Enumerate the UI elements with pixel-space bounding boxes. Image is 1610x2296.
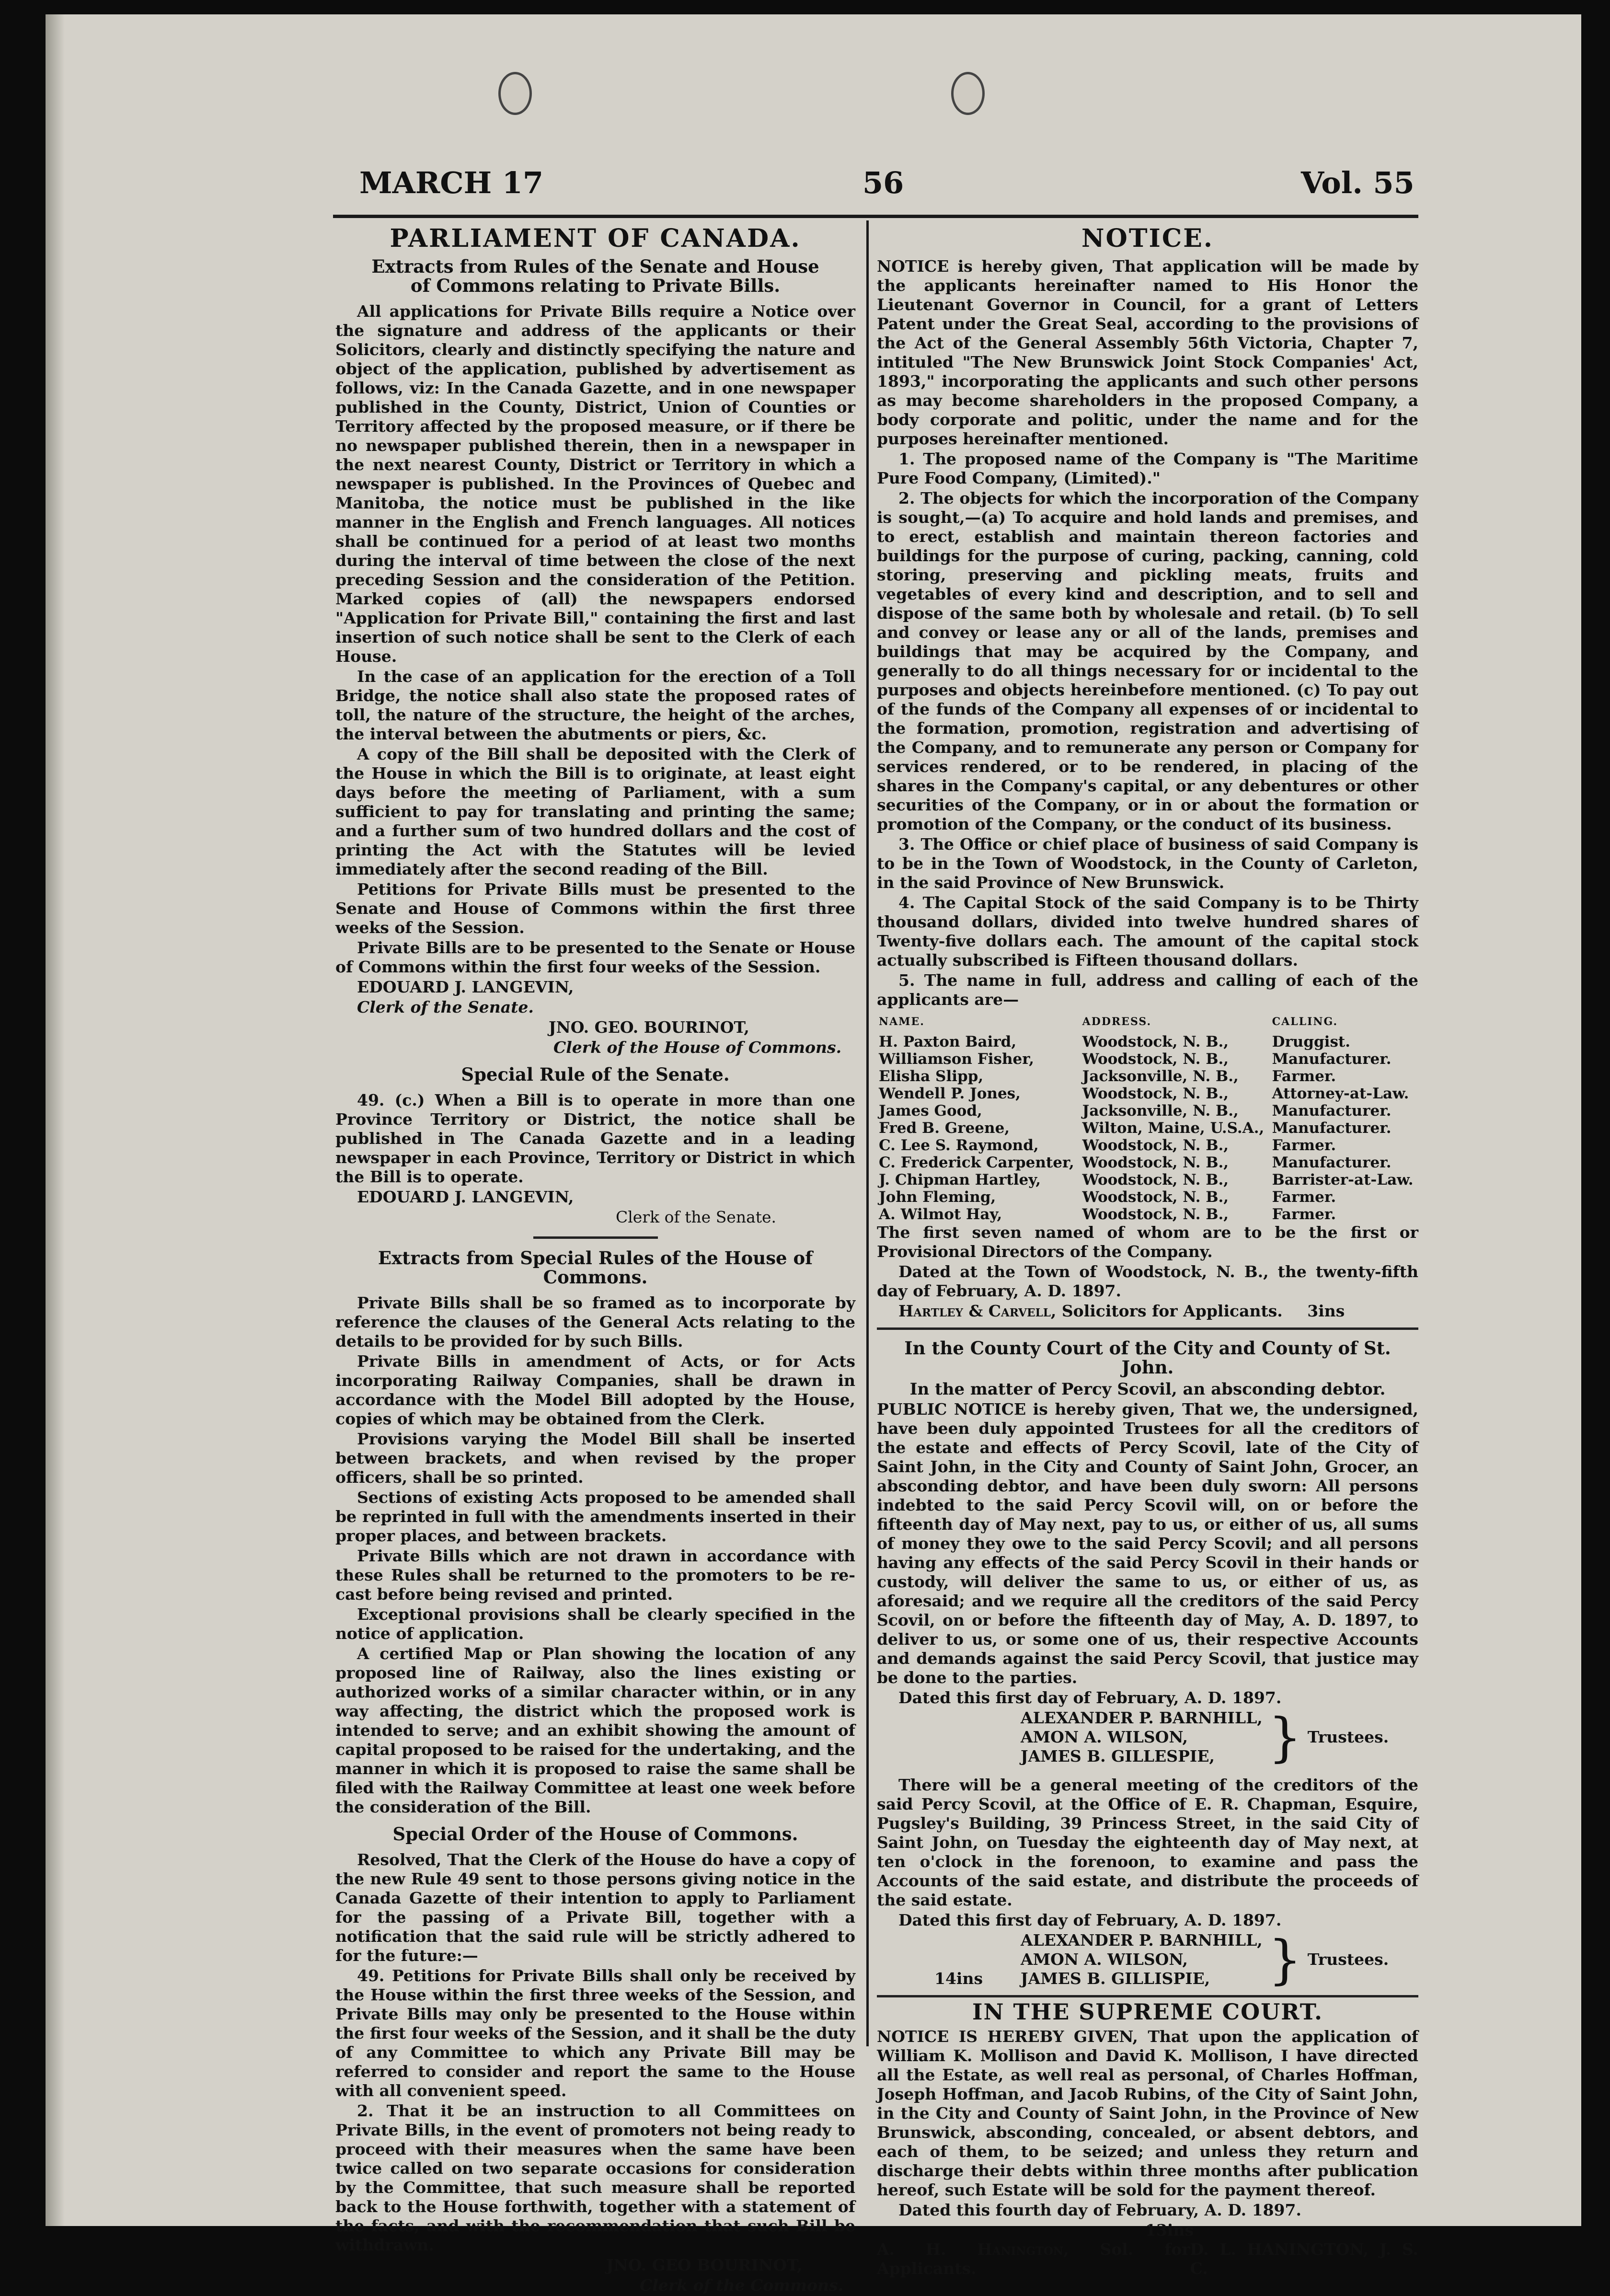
- judge-signature: D. L. HANINGTON, J. S. C.: [1190, 2240, 1418, 2278]
- applicant-name: Williamson Fisher,: [879, 1050, 1035, 1068]
- rule-paragraph: Private Bills in amendment of Acts, or for Acts incorporating Railway Companies, shall be drawn in accordance with the Model Bill adopted by the House, copies of which may be obtained from the Clerk.: [335, 1352, 855, 1428]
- applicant-address: Jacksonville, N. B.,: [1082, 1102, 1239, 1119]
- trustees-label: Trustees.: [1307, 1950, 1389, 1969]
- rule-paragraph: A copy of the Bill shall be deposited with the Clerk of the House in which the Bill is to originate, at least eight days before the meeting of Parliament, with a sum sufficient to pay for translating and printing the same; and a further sum of two hundred dollars and the cost of printing the Act with the Statutes will be levied immediately after the second reading of the Bill.: [335, 745, 855, 878]
- senate-rules-heading: Extracts from Rules of the Senate and House of Commons relating to Private Bills.: [371, 256, 819, 296]
- header-rule: [333, 215, 1418, 218]
- rule-paragraph: Private Bills are to be presented to the Senate or House of Commons within the first four weeks of the Session.: [335, 938, 855, 976]
- table-header: NAME.: [879, 1015, 925, 1028]
- applicant-address: Woodstock, N. B.,: [1082, 1033, 1229, 1050]
- notice-paragraph: Dated at the Town of Woodstock, N. B., the twenty-fifth day of February, A. D. 1897.: [877, 1262, 1418, 1300]
- applicant-name: C. Lee S. Raymond,: [879, 1137, 1039, 1154]
- senate-special-rule-heading: Special Rule of the Senate.: [461, 1064, 730, 1085]
- applicant-address: Woodstock, N. B.,: [1082, 1085, 1229, 1102]
- header-page-number: 56: [862, 165, 904, 200]
- rule-paragraph: All applications for Private Bills require a Notice over the signature and address of the applicants or their Solicitors, clearly and distinctly specifying the nature and object of the application, published by advertisement as follows, viz: In the Canada Gazette, and in one newspaper published in the County, District, Union of Counties or Territory affected by the proposed measure, or if there be no newspaper published therein, then in a newspaper in the next nearest County, District or Territory in which a newspaper is published. In the Provinces of Quebec and Manitoba, the notice must be published in the like manner in the English and French languages. All notices shall be continued for a period of at least two months during the interval of time between the close of the next preceding Session and the consideration of the Petition. Marked copies of (all) the newspapers endorsed "Application for Private Bill," containing the first and last insertion of such notice shall be sent to the Clerk of each House.: [335, 302, 855, 666]
- rule-paragraph: 49. Petitions for Private Bills shall only be received by the House within the first three weeks of the Session, and Private Bills may only be presented to the House within the first four weeks of the Session, and it shall be the duty of any Committee to which any Private Bill may be referred to consider and report the same to the House with all convenient speed.: [335, 1966, 855, 2100]
- section-divider: [877, 1995, 1418, 1997]
- commons-rules-heading: Extracts from Special Rules of the House of Commons.: [378, 1247, 813, 1288]
- applicant-address: Jacksonville, N. B.,: [1082, 1068, 1239, 1085]
- supreme-court-title: IN THE SUPREME COURT.: [972, 1999, 1323, 2025]
- rule-paragraph: Resolved, That the Clerk of the House do have a copy of the new Rule 49 sent to those persons giving notice in the Canada Gazette of their intention to apply to Parliament for the passing of a Private Bill, together with a notification that the said rule will be strictly adhered to for the future:—: [335, 1850, 855, 1965]
- signature-name: EDOUARD J. LANGEVIN,: [357, 1188, 574, 1206]
- solicitor-judge-line: [877, 2240, 1418, 2278]
- table-row: [877, 1085, 1418, 1102]
- applicant-calling: Farmer.: [1272, 1137, 1336, 1154]
- applicant-name: J. Chipman Hartley,: [879, 1171, 1041, 1188]
- page-edge-shadow: [46, 14, 65, 2226]
- notice-paragraph: 2. The objects for which the incorporation of the Company is sought,—(a) To acquire and hold lands and premises, and to erect, establish and maintain thereon factories and buildings for the purpose of curing, packing, canning, cold storing, preserving and pickling meats, fruits and vegetables of every kind and description, and to sell and dispose of the same both by wholesale and retail. (b) To sell and convey or lease any or all of the lands, premises and buildings that may be acquired by the Company, and generally to do all things necessary for or incidental to the purposes and objects hereinbefore mentioned. (c) To pay out of the funds of the Company all expenses of or incidental to the formation, promotion, registration and advertising of the Company, and to remunerate any person or Company for services rendered, or to be rendered, in placing of the shares in the Company's capital, or any debentures or other securities of the Company, or in or about the formation or promotion of the Company, or the conduct of its business.: [877, 489, 1418, 833]
- trustee-name: JAMES B. GILLISPIE,: [1021, 1969, 1210, 1988]
- rule-paragraph: In the case of an application for the erection of a Toll Bridge, the notice shall also state the proposed rates of toll, the nature of the structure, the height of the arches, the interval between the abutments or piers, &c.: [335, 667, 855, 743]
- rule-paragraph: Exceptional provisions shall be clearly specified in the notice of application.: [335, 1605, 855, 1643]
- trustee-name: AMON A. WILSON,: [1021, 1728, 1188, 1746]
- right-column: [877, 225, 1418, 2278]
- insertion-count: 3ins: [1307, 1302, 1345, 1320]
- signature-title: Clerk of the House of Commons.: [553, 1038, 842, 1057]
- rule-paragraph: Provisions varying the Model Bill shall be inserted between brackets, and when revised by the proper officers, shall be so printed.: [335, 1430, 855, 1487]
- table-row: [877, 1102, 1418, 1119]
- county-notice-paragraph: Dated this first day of February, A. D. 1897.: [898, 1911, 1282, 1929]
- trustee-name: JAMES B. GILLESPIE,: [1021, 1747, 1215, 1765]
- applicant-name: James Good,: [879, 1102, 982, 1119]
- notice-paragraph: 5. The name in full, address and calling of each of the applicants are—: [877, 971, 1418, 1009]
- table-row: [877, 1137, 1418, 1154]
- applicant-calling: Barrister-at-Law.: [1272, 1171, 1414, 1188]
- column-divider: [866, 220, 869, 2046]
- table-row: [877, 1154, 1418, 1171]
- applicant-calling: Druggist.: [1272, 1033, 1351, 1050]
- header-volume: Vol. 55: [1301, 165, 1414, 200]
- table-row: [877, 1050, 1418, 1068]
- table-row: [877, 1033, 1418, 1050]
- signature-name: JNO. GEO. BOURINOT,: [549, 1018, 749, 1037]
- applicants-table: [877, 1010, 1418, 1223]
- binding-hole-right: [951, 72, 985, 115]
- applicant-address: Woodstock, N. B.,: [1082, 1137, 1229, 1154]
- county-court-subheading: In the matter of Percy Scovil, an absconding debtor.: [909, 1380, 1386, 1399]
- insertion-count: 13ins: [1145, 2221, 1194, 2239]
- trustees-block: [934, 1931, 1418, 1988]
- rule-paragraph: Private Bills shall be so framed as to incorporate by reference the clauses of the General Acts relating to the details to be provided for by such Bills.: [335, 1293, 855, 1350]
- applicant-calling: Manufacturer.: [1272, 1119, 1392, 1137]
- commons-order-heading: Special Order of the House of Commons.: [392, 1823, 798, 1845]
- rule-paragraph: 49. (c.) When a Bill is to operate in more than one Province Territory or District, the notice shall be published in The Canada Gazette and in a leading newspaper in each Province, Territory or District in which the Bill is to operate.: [335, 1091, 855, 1186]
- brace-icon: }: [1268, 1707, 1302, 1768]
- applicant-calling: Manufacturer.: [1272, 1050, 1392, 1068]
- applicant-calling: Farmer.: [1272, 1068, 1336, 1085]
- applicant-name: Elisha Slipp,: [879, 1068, 984, 1085]
- notice-paragraph: The first seven named of whom are to be the first or Provisional Directors of the Company.: [877, 1223, 1418, 1261]
- judge-signature-line: [1145, 2221, 1418, 2240]
- applicant-address: Woodstock, N. B.,: [1082, 1050, 1229, 1068]
- applicant-address: Woodstock, N. B.,: [1082, 1171, 1229, 1188]
- notice-paragraph: 4. The Capital Stock of the said Company is to be Thirty thousand dollars, divided into twelve hundred shares of Twenty-five dollars each. The amount of the capital stock actually subscribed is Fifteen thousand dollars.: [877, 893, 1418, 969]
- trustees-block: [1021, 1708, 1418, 1766]
- notice-paragraph: 1. The proposed name of the Company is "The Maritime Pure Food Company, (Limited).": [877, 450, 1418, 487]
- applicant-calling: Farmer.: [1272, 1188, 1336, 1206]
- rule-paragraph: A certified Map or Plan showing the location of any proposed line of Railway, also the lines existing or authorized works of a similar character within, or in any way affecting, the district which the proposed work is intended to serve; and an exhibit showing the amount of capital proposed to be raised for the undertaking, and the manner in which it is proposed to raise the same shall be filed with the Railway Committee at least one week before the consideration of the Bill.: [335, 1644, 855, 1816]
- applicant-name: A. Wilmot Hay,: [879, 1206, 1002, 1223]
- county-notice-paragraph: PUBLIC NOTICE is hereby given, That we, the undersigned, have been duly appointed Trustees for all the creditors of the estate and effects of Percy Scovil, late of the City of Saint John, in the City and County of Saint John, Grocer, an absconding debtor, and have been duly sworn: All persons indebted to the said Percy Scovil will, on or before the fifteenth day of May next, pay to us, or either of us, all sums of money they owe to the said Percy Scovil; and all persons having any effects of the said Percy Scovil in their hands or custody, will deliver the same to us, or either of us, as aforesaid; and we require all the creditors of the said Percy Scovil, on or before the fifteenth day of May, A. D. 1897, to deliver to us, or some one of us, their respective Accounts and demands against the said Percy Scovil, that justice may be done to the parties.: [877, 1400, 1418, 1687]
- trustee-name: AMON A. WILSON,: [1021, 1950, 1188, 1969]
- applicant-name: John Fleming,: [879, 1188, 996, 1206]
- county-notice-paragraph: There will be a general meeting of the creditors of the said Percy Scovil, at the Office of E. R. Chapman, Esquire, Pugsley's Building, 39 Princess Street, in the said City of Saint John, on Tuesday the eighteenth day of May next, at ten o'clock in the forenoon, to examine and pass the Accounts of the said estate, and distribute the proceeds of the said estate.: [877, 1776, 1418, 1909]
- rule-paragraph: Sections of existing Acts proposed to be amended shall be reprinted in full with the amendments inserted in their proper places, and between brackets.: [335, 1488, 855, 1545]
- table-row: [877, 1119, 1418, 1137]
- county-court-heading: In the County Court of the City and County of St. John.: [904, 1338, 1391, 1378]
- applicant-name: Fred B. Greene,: [879, 1119, 1010, 1137]
- table-row: [877, 1068, 1418, 1085]
- applicant-name: H. Paxton Baird,: [879, 1033, 1017, 1050]
- county-notice-paragraph: Dated this first day of February, A. D. 1897.: [898, 1688, 1282, 1707]
- solicitor-name: A. H. Hanington,: [877, 2240, 1069, 2259]
- section-divider: [533, 1236, 658, 1239]
- applicant-address: Woodstock, N. B.,: [1082, 1206, 1229, 1223]
- signature-title: Clerk of the Senate.: [357, 998, 534, 1016]
- applicant-address: Woodstock, N. B.,: [1082, 1154, 1229, 1171]
- table-row: [877, 1188, 1418, 1206]
- solicitor-line: [877, 2240, 1190, 2278]
- table-row: [877, 1171, 1418, 1188]
- brace-icon: }: [1268, 1929, 1302, 1990]
- applicant-address: Wilton, Maine, U.S.A.,: [1082, 1119, 1265, 1137]
- applicant-calling: Farmer.: [1272, 1206, 1336, 1223]
- applicant-address: Woodstock, N. B.,: [1082, 1188, 1229, 1206]
- rule-paragraph: 2. That it be an instruction to all Committees on Private Bills, in the event of promoters not being ready to proceed with their measures when the same have been twice called on two separate occasions for consideration by the Committee, that such measure shall be reported back to the House forthwith, together with a statement of the facts, and with the recommendation that such Bill be withdrawn.: [335, 2101, 855, 2254]
- applicant-calling: Manufacturer.: [1272, 1154, 1392, 1171]
- binding-hole-left: [498, 72, 532, 115]
- solicitors-line: [877, 1302, 1418, 1321]
- solicitor-role: Sol. for Applicants.: [877, 2240, 1190, 2278]
- signature-name: JNO. GEO BOURINOT,: [606, 2256, 803, 2274]
- applicant-name: C. Frederick Carpenter,: [879, 1154, 1074, 1171]
- signature-title: Clerk of the Senate.: [616, 1208, 777, 1226]
- notice-paragraph: NOTICE is hereby given, That application will be made by the applicants hereinafter named to His Honor the Lieutenant Governor in Council, for a grant of Letters Patent under the Great Seal, according to the provisions of the Act of the General Assembly 56th Victoria, Chapter 7, intituled "The New Brunswick Joint Stock Companies' Act, 1893," incorporating the applicants and such other persons as may become shareholders in the proposed Company, a body corporate and politic, under the name and for the purposes hereinafter mentioned.: [877, 257, 1418, 448]
- section-divider: [877, 1327, 1418, 1330]
- trustee-name: ALEXANDER P. BARNHILL,: [1021, 1708, 1263, 1727]
- trustees-label: Trustees.: [1307, 1728, 1389, 1746]
- applicant-name: Wendell P. Jones,: [879, 1085, 1021, 1102]
- applicant-calling: Attorney-at-Law.: [1272, 1085, 1409, 1102]
- solicitor-firm: Hartley & Carvell,: [898, 1302, 1057, 1320]
- rule-paragraph: Private Bills which are not drawn in accordance with these Rules shall be returned to the promoters to be re-cast before being revised and printed.: [335, 1546, 855, 1604]
- left-column: [335, 225, 855, 2296]
- table-row: [877, 1206, 1418, 1223]
- applicant-calling: Manufacturer.: [1272, 1102, 1392, 1119]
- parliament-title: PARLIAMENT OF CANADA.: [390, 224, 801, 253]
- rule-paragraph: Petitions for Private Bills must be presented to the Senate and House of Commons within the first three weeks of the Session.: [335, 880, 855, 937]
- signature-name: EDOUARD J. LANGEVIN,: [357, 978, 574, 996]
- notice-title: NOTICE.: [1081, 224, 1214, 253]
- signature-title: Clerk of the Commons.: [640, 2276, 844, 2295]
- table-header: ADDRESS.: [1082, 1015, 1152, 1028]
- supreme-notice-paragraph: NOTICE IS HEREBY GIVEN, That upon the application of William K. Mollison and David K. Mollison, I have directed all the Estate, as well real as personal, of Charles Hoffman, Joseph Hoffman, and Jacob Rubins, of the City of Saint John, in the City and County of Saint John, in the Province of New Brunswick, absconding, concealed, or absent debtors, and each of them, to be seized; and unless they return and discharge their debts within three months after publication hereof, such Estate will be sold for the payment thereof.: [877, 2027, 1418, 2199]
- supreme-notice-paragraph: Dated this fourth day of February, A. D. 1897.: [898, 2201, 1301, 2219]
- table-header: CALLING.: [1272, 1015, 1338, 1028]
- notice-paragraph: 3. The Office or chief place of business of said Company is to be in the Town of Woodstock, in the County of Carleton, in the said Province of New Brunswick.: [877, 835, 1418, 892]
- trustee-name: ALEXANDER P. BARNHILL,: [1021, 1931, 1263, 1950]
- header-date: MARCH 17: [359, 165, 544, 200]
- solicitor-role: Solicitors for Applicants.: [1056, 1302, 1283, 1320]
- insertion-count: 14ins: [934, 1969, 983, 1988]
